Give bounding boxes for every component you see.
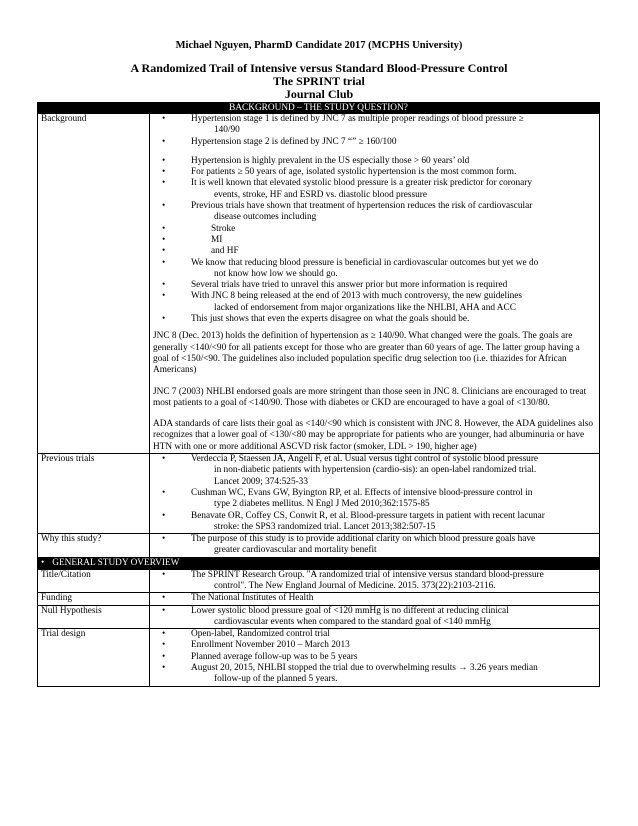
table-row-trial-design bbox=[38, 629, 600, 686]
row-label: Funding bbox=[38, 593, 150, 605]
list-item: • August 20, 2015, NHLBI stopped the trial due to overwhelming results → 3.26 years median follow-up of the planned 5 years. bbox=[191, 663, 596, 686]
author-line: Michael Nguyen, PharmD Candidate 2017 (MCPHS University) bbox=[175, 40, 463, 51]
list-item: • Cushman WC, Evans GW, Byington RP, et al. Effects of intensive blood-pressure control in type 2 diabetes mellitus. N Engl J Med 2010;362:1575-85 bbox=[191, 488, 596, 511]
row-content bbox=[150, 114, 600, 454]
table-row-background bbox=[38, 114, 600, 454]
list-item: • The SPRINT Research Group. "A randomized trial of intensive versus standard blood-pressure control". The New England Journal of Medicine. 2015. 373(22):2103-2116. bbox=[191, 570, 596, 593]
section-heading: BACKGROUND – THE STUDY QUESTION? bbox=[38, 103, 600, 114]
bullet-list bbox=[153, 606, 596, 629]
list-item: • Stroke bbox=[191, 224, 596, 235]
bullet-list bbox=[153, 534, 596, 557]
table-row-funding bbox=[38, 593, 600, 605]
table-row-why-study bbox=[38, 534, 600, 558]
list-item: • Several trials have tried to unravel this answer prior but more information is required bbox=[191, 280, 596, 291]
list-item: • The purpose of this study is to provide additional clarity on which blood pressure goals have greater cardiovascular and mortality benefit bbox=[191, 534, 596, 557]
bullet-list bbox=[153, 570, 596, 593]
row-label: Trial design bbox=[38, 629, 150, 686]
document-title bbox=[0, 62, 638, 101]
list-item: • Hypertension stage 1 is defined by JNC 7 as multiple proper readings of blood pressure ≥ 140/90 bbox=[191, 114, 596, 137]
journal-club-table bbox=[37, 102, 600, 687]
list-item: • Hypertension stage 2 is defined by JNC 7 “” ≥ 160/100 bbox=[191, 137, 596, 148]
list-item: • and HF bbox=[191, 246, 596, 257]
list-item: • Planned average follow-up was to be 5 years bbox=[191, 652, 596, 663]
row-label: Previous trials bbox=[38, 454, 150, 534]
bullet-list bbox=[153, 593, 596, 604]
table-row-title bbox=[38, 569, 600, 593]
row-label: Why this study? bbox=[38, 534, 150, 558]
row-content bbox=[150, 569, 600, 593]
list-item: • MI bbox=[191, 235, 596, 246]
list-item: • Open-label, Randomized control trial bbox=[191, 629, 596, 640]
bullet-icon: • bbox=[41, 557, 45, 568]
row-content bbox=[150, 454, 600, 534]
list-item: • The National Institutes of Health bbox=[191, 593, 596, 604]
title-line-3: Journal Club bbox=[284, 87, 354, 101]
row-content bbox=[150, 534, 600, 558]
list-item: • It is well known that elevated systolic blood pressure is a greater risk predictor for coronary events, stroke, HF and ESRD vs. diastolic blood pressure bbox=[191, 178, 596, 201]
bullet-list bbox=[153, 629, 596, 685]
row-label: Null Hypothesis bbox=[38, 605, 150, 629]
table-row-null-hypothesis bbox=[38, 605, 600, 629]
list-item: • Previous trials have shown that treatment of hypertension reduces the risk of cardiovascular disease outcomes including bbox=[191, 201, 596, 224]
list-item: • Enrollment November 2010 – March 2013 bbox=[191, 640, 596, 651]
table-row-previous-trials bbox=[38, 454, 600, 534]
list-item: • Hypertension is highly prevalent in the US especially those > 60 years’ old bbox=[191, 156, 596, 167]
paragraph-jnc7: JNC 7 (2003) NHLBI endorsed goals are more stringent than those seen in JNC 8. Clinicians are encouraged to treat most patients to a goal of <140/90. Those with diabetes or CKD are encouraged to have a goal of <130/80. bbox=[153, 386, 587, 408]
section-header-overview bbox=[38, 557, 600, 569]
bullet-list bbox=[153, 454, 596, 533]
list-item: • With JNC 8 being released at the end of 2013 with much controversy, the new guidelines lacked of endorsement from major organizations like the NHLBI, AHA and ACC bbox=[191, 291, 596, 314]
paragraph-ada: ADA standards of care lists their goal as <140/<90 which is consistent with JNC 8. However, the ADA guidelines also recognizes that a lower goal of <130/<80 may be appropriate for patients who are younger, had albuminuria or have HTN with one or more additional ASCVD risk factor (smoker, LDL > 190, higher age) bbox=[153, 419, 594, 452]
list-item: • For patients ≥ 50 years of age, isolated systolic hypertension is the most common form. bbox=[191, 167, 596, 178]
row-content bbox=[150, 605, 600, 629]
bullet-list bbox=[153, 114, 596, 325]
list-item: • Lower systolic blood pressure goal of <120 mmHg is no different at reducing clinical cardiovascular events when compared to the standard goal of <140 mmHg bbox=[191, 606, 596, 629]
row-label: Background bbox=[38, 114, 150, 454]
row-content bbox=[150, 629, 600, 686]
section-header-background bbox=[38, 103, 600, 114]
list-item: • Benavate OR, Coffey CS, Conwit R, et al. Blood-pressure targets in patient with recent lacunar stroke: the SPS3 randomized trial. Lancet 2013;382:507-15 bbox=[191, 511, 596, 534]
section-heading: • GENERAL STUDY OVERVIEW bbox=[38, 557, 600, 569]
list-item: • This just shows that even the experts disagree on what the goals should be. bbox=[191, 314, 596, 325]
list-item: • We know that reducing blood pressure is beneficial in cardiovascular outcomes but yet we do not know how low we should go. bbox=[191, 258, 596, 281]
row-content bbox=[150, 593, 600, 605]
row-label: Title/Citation bbox=[38, 569, 150, 593]
title-line-1: A Randomized Trail of Intensive versus Standard Blood-Pressure Control bbox=[130, 61, 508, 75]
title-line-2: The SPRINT trial bbox=[273, 74, 365, 88]
paragraph-jnc8: JNC 8 (Dec. 2013) holds the definition of hypertension as ≥ 140/90. What changed were the goals. The goals are generally <140/<90 for all patients except for those who are greater than 60 years of age. The latter group having a goal of <150/<90. The guidelines also included population specific drug selection too (i.e. thiazides for African Americans) bbox=[153, 331, 580, 376]
list-item: • Verdeccia P, Staessen JA, Angeli F, et al. Usual versus tight control of systolic blood pressure in non-diabetic patients with hypertension (cardio-sis): an open-label randomized trial. Lancet 2009; 374:525-33 bbox=[191, 454, 596, 488]
